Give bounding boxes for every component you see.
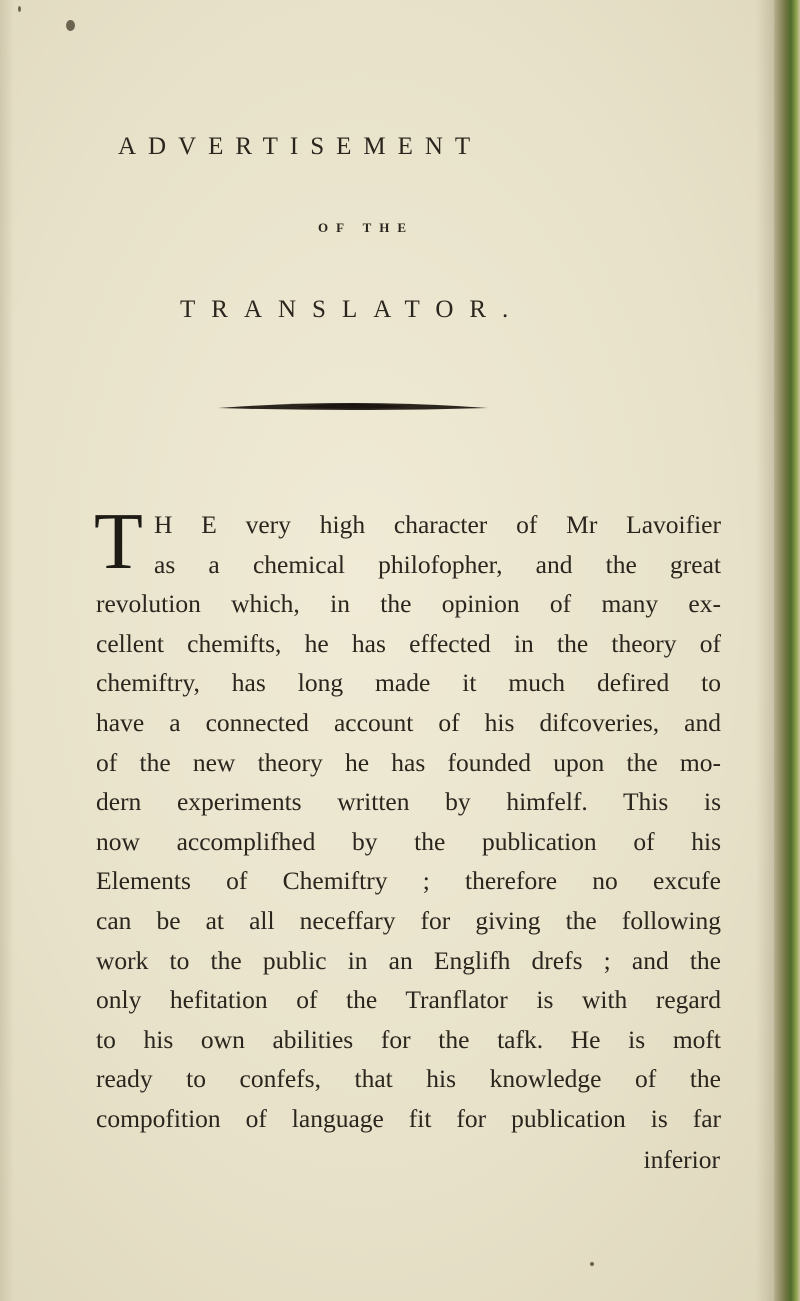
page-gutter-shadow — [756, 0, 774, 1301]
drop-cap: T — [94, 498, 143, 586]
text-line: H E very high character of Mr Lavoifier — [154, 510, 721, 539]
title-of-the: OF THE — [318, 220, 415, 235]
text-line: ready to confefs, that his knowledge of the — [96, 1064, 721, 1094]
text-line: Elements of Chemiftry ; therefore no excufe — [96, 866, 721, 896]
text-line: can be at all neceffary for giving the following — [96, 905, 721, 935]
text-line: as a chemical philofopher, and the great — [154, 549, 721, 579]
catchword: inferior — [643, 1145, 720, 1174]
paper-speck — [590, 1262, 594, 1266]
title-advertisement: ADVERTISEMENT — [118, 133, 483, 160]
text-line: only hefitation of the Tranflator is with regard — [96, 985, 721, 1015]
text-line: chemiftry, has long made it much defired to — [96, 668, 721, 698]
text-line: dern experiments written by himfelf. This is — [96, 787, 721, 817]
text-line: to his own abilities for the tafk. He is moft — [96, 1024, 721, 1054]
paper-speck — [66, 20, 75, 31]
text-line: have a connected account of his difcoveries, and — [96, 707, 721, 737]
ornamental-rule — [218, 400, 488, 414]
body-paragraph — [96, 505, 721, 1139]
text-line: cellent chemifts, he has effected in the theory of — [96, 628, 721, 658]
text-line: now accomplifhed by the publication of his — [96, 826, 721, 856]
paper-speck — [18, 6, 21, 12]
text-line: work to the public in an Englifh drefs ; and the — [96, 945, 721, 975]
page-left-edge — [0, 0, 14, 1301]
title-translator: TRANSLATOR. — [180, 296, 525, 323]
text-line: of the new theory he has founded upon the mo- — [96, 747, 721, 777]
text-line: revolution which, in the opinion of many ex- — [96, 589, 721, 619]
text-line: compofition of language fit for publication is far — [96, 1103, 721, 1133]
book-cover-edge — [774, 0, 800, 1301]
